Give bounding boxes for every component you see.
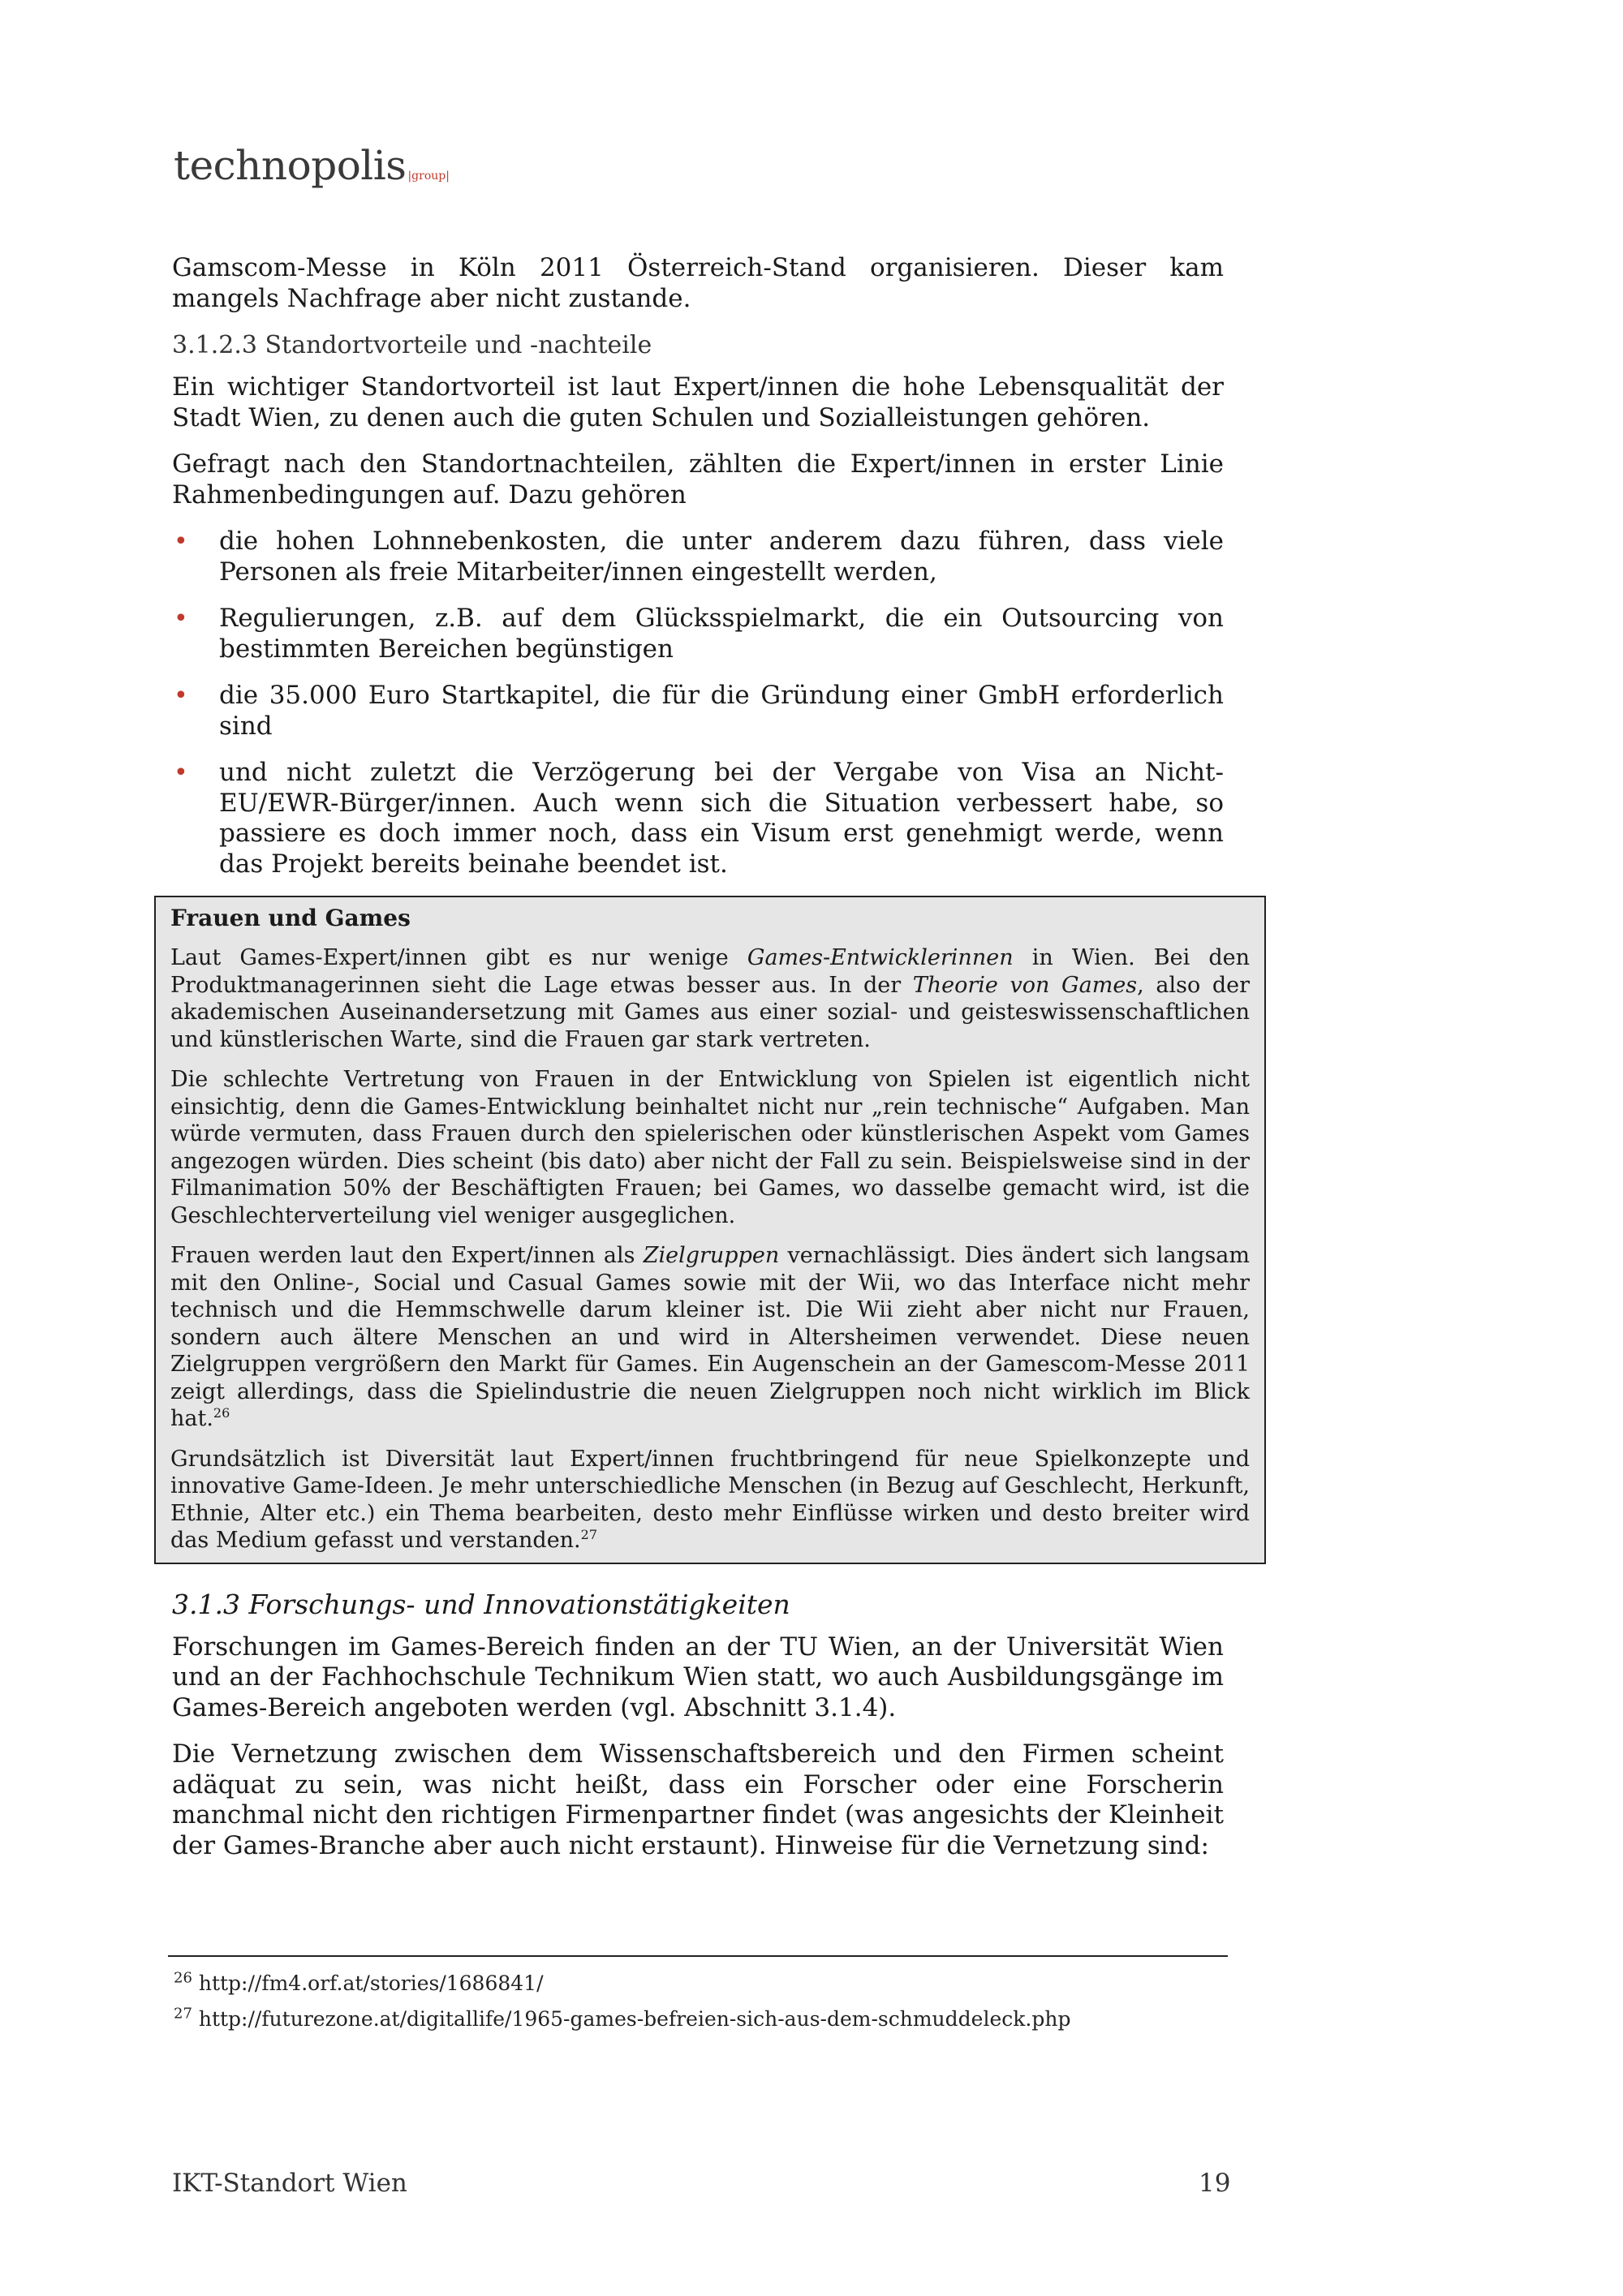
box-paragraph-3: Frauen werden laut den Expert/innen als Zielgruppen vernachlässigt. Dies ändert sich langsam mit den Online-, Social und Casual Games sowie mit der Wii, wo das Interface nicht mehr technisch und die Hemmschwelle darum kleiner ist. Die Wii zieht aber nicht nur Frauen, sondern auch ältere Menschen an und wird in Altersheimen verwendet. Diese neuen Zielgruppen vergrößern den Markt für Games. Ein Augenschein an der Gamescom-Messe 2011 zeigt allerdings, dass die Spielindustrie die neuen Zielgruppen noch nicht wirklich im Blick hat.$^{26}$ bbox=[170, 1243, 1251, 1431]
logo-wordmark: technopolis bbox=[174, 142, 407, 189]
footnotes bbox=[174, 1970, 1229, 2041]
footnote-ref-27[interactable]: 27 bbox=[580, 1527, 598, 1542]
paragraph-vernetzung: Die Vernetzung zwischen dem Wissenschaftsbereich und den Firmen scheint adäquat zu sein, was nicht heißt, dass ein Forscher oder eine Forscherin manchmal nicht den richtigen Firmenpartner findet (was angesichts der Kleinheit der Games-Branche aber auch nicht erstaunt). Hinweise für die Vernetzung sind: bbox=[172, 1739, 1224, 1860]
list-item-text: die 35.000 Euro Startkapitel, die für die Gründung einer GmbH erforderlich sind bbox=[219, 681, 1224, 741]
bullet-icon: • bbox=[174, 604, 188, 633]
heading-3-1-3: 3.1.3 Forschungs- und Innovationstätigkeiten bbox=[172, 1588, 790, 1620]
paragraph-intro: Gamscom-Messe in Köln 2011 Österreich-Stand organisieren. Dieser kam mangels Nachfrage aber nicht zustande. bbox=[172, 253, 1224, 313]
bullet-icon: • bbox=[174, 759, 188, 787]
footnote-ref-26[interactable]: 26 bbox=[213, 1405, 230, 1421]
logo-group-tag: |group| bbox=[407, 170, 450, 183]
emphasis: Games-Entwicklerinnen bbox=[747, 945, 1014, 970]
paragraph-standortnachteile: Gefragt nach den Standortnachteilen, zählten die Expert/innen in erster Linie Rahmenbedingungen auf. Dazu gehören bbox=[172, 449, 1224, 510]
bullet-icon: • bbox=[174, 527, 188, 556]
box-paragraph-2: Die schlechte Vertretung von Frauen in der Entwicklung von Spielen ist eigentlich nicht einsichtig, denn die Games-Entwicklung beinhaltet nicht nur „rein technische“ Aufgaben. Man würde vermuten, dass Frauen durch den spielerischen oder künstlerischen Aspekt vom Games angezogen würden. Dies scheint (bis dato) aber nicht der Fall zu sein. Beispielsweise sind in der Filmanimation 50% der Beschäftigten Frauen; bei Games, wo dasselbe gemacht wird, ist die Geschlechterverteilung viel weniger ausgeglichen. bbox=[170, 1067, 1250, 1228]
footer-document-title: IKT-Standort Wien bbox=[172, 2169, 407, 2198]
list-item bbox=[172, 681, 1224, 742]
heading-3-1-2-3: 3.1.2.3 Standortvorteile und -nachteile bbox=[172, 331, 652, 359]
box-paragraph-1: Laut Games-Expert/innen gibt es nur wenige Games-Entwicklerinnen in Wien. Bei den Produktmanagerinnen sieht die Lage etwas besser aus. In der Theorie von Games, also der akademischen Auseinandersetzung mit Games aus einer sozial- und geisteswissenschaftlichen und künstlerischen Warte, sind die Frauen gar stark vertreten. bbox=[170, 945, 1250, 1052]
paragraph-standortvorteil: Ein wichtiger Standortvorteil ist laut Expert/innen die hohe Lebensqualität der Stadt Wien, zu denen auch die guten Schulen und Sozialleistungen gehören. bbox=[172, 372, 1224, 432]
main-content bbox=[170, 253, 1251, 1877]
emphasis: Zielgruppen bbox=[643, 1243, 780, 1268]
footnote-divider bbox=[168, 1955, 1228, 1957]
nachteile-list bbox=[172, 527, 1224, 879]
page-number: 19 bbox=[1199, 2169, 1231, 2198]
list-item-text: Regulierungen, z.B. auf dem Glücksspielmarkt, die ein Outsourcing von bestimmten Bereichen begünstigen bbox=[219, 604, 1224, 664]
footnote-27: $^{27}$ http://futurezone.at/digitallife/1965-games-befreien-sich-aus-dem-schmuddeleck.php bbox=[174, 2005, 1071, 2031]
list-item-text: und nicht zuletzt die Verzögerung bei der Vergabe von Visa an Nicht-EU/EWR-Bürger/innen. Auch wenn sich die Situation verbessert habe, so passiere es doch immer noch, dass ein Visum erst genehmigt werde, wenn das Projekt bereits beinahe beendet ist. bbox=[219, 758, 1224, 879]
list-item bbox=[172, 604, 1224, 664]
box-paragraph-4: Grundsätzlich ist Diversität laut Expert/innen fruchtbringend für neue Spielkonzepte und innovative Game-Ideen. Je mehr unterschiedliche Menschen (in Bezug auf Geschlecht, Herkunft, Ethnie, Alter etc.) ein Thema bearbeiten, desto mehr Einflüsse wirken und desto breiter wird das Medium gefasst und verstanden.$^{27}$ bbox=[170, 1446, 1250, 1553]
list-item-text: die hohen Lohnnebenkosten, die unter anderem dazu führen, dass viele Personen als freie Mitarbeiter/innen eingestellt werden, bbox=[219, 527, 1224, 587]
footnote-link[interactable]: http://futurezone.at/digitallife/1965-games-befreien-sich-aus-dem-schmuddeleck.php bbox=[198, 2007, 1071, 2031]
list-item bbox=[172, 758, 1224, 879]
footnote-link[interactable]: http://fm4.orf.at/stories/1686841/ bbox=[198, 1971, 544, 1995]
paragraph-forschung: Forschungen im Games-Bereich finden an der TU Wien, an der Universität Wien und an der Fachhochschule Technikum Wien statt, wo auch Ausbildungsgänge im Games-Bereich angeboten werden (vgl. Abschnitt 3.1.4). bbox=[172, 1632, 1224, 1722]
bullet-icon: • bbox=[174, 681, 188, 710]
footnote-26: $^{26}$ http://fm4.orf.at/stories/1686841/ bbox=[174, 1969, 544, 1995]
frauen-und-games-box bbox=[154, 896, 1266, 1564]
box-title: Frauen und Games bbox=[170, 905, 411, 931]
emphasis: Theorie von Games bbox=[912, 972, 1138, 998]
list-item bbox=[172, 527, 1224, 587]
technopolis-logo bbox=[174, 142, 450, 189]
